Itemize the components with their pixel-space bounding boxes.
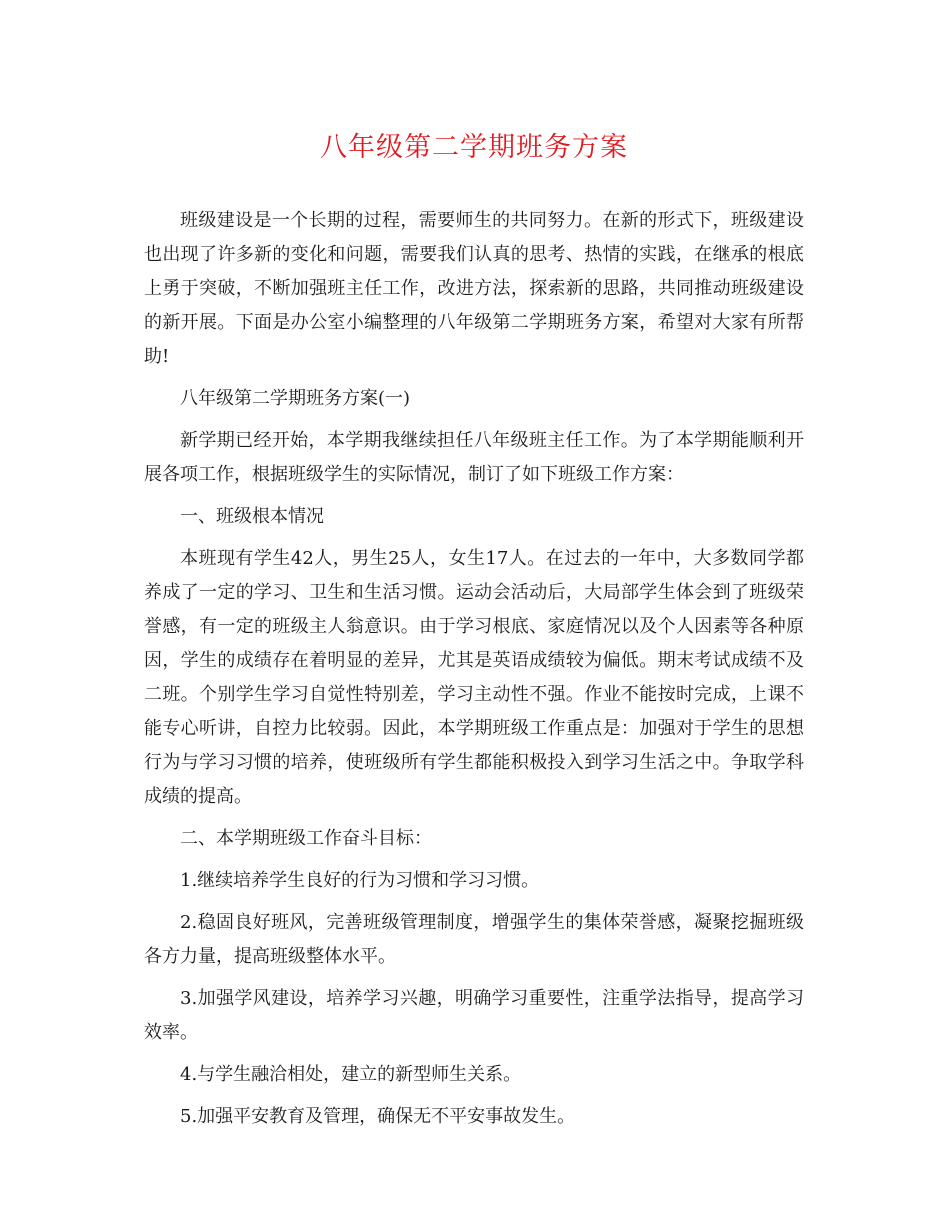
section-heading-class-situation: 一、班级根本情况 (180, 506, 324, 527)
goal-item: 3.加强学风建设，培养学习兴趣，明确学习重要性，注重学法指导，提高学习效率。 (144, 988, 804, 1043)
document-body (144, 204, 804, 1142)
section-heading-goals: 二、本学期班级工作奋斗目标： (180, 828, 432, 849)
document-title: 八年级第二学期班务方案 (320, 132, 628, 163)
opening-paragraph: 新学期已经开始，本学期我继续担任八年级班主任工作。为了本学期能顺利开展各项工作，根据班级学生的实际情况，制订了如下班级工作方案： (144, 430, 804, 485)
goal-item: 2.稳固良好班风，完善班级管理制度，增强学生的集体荣誉感，凝聚挖掘班级各方力量，提高班级整体水平。 (144, 912, 804, 967)
goal-item: 1.继续培养学生良好的行为习惯和学习习惯。 (180, 870, 540, 891)
goal-item: 5.加强平安教育及管理，确保无不平安事故发生。 (180, 1106, 576, 1127)
goal-item: 4.与学生融洽相处，建立的新型师生关系。 (180, 1064, 522, 1085)
class-situation-paragraph: 本班现有学生42人，男生25人，女生17人。在过去的一年中，大多数同学都养成了一定的学习、卫生和生活习惯。运动会活动后，大局部学生体会到了班级荣誉感，有一定的班级主人翁意识。由于学习根底、家庭情况以及个人因素等各种原因，学生的成绩存在着明显的差异，尤其是英语成绩较为偏低。期末考试成绩不及二班。个别学生学习自觉性特别差，学习主动性不强。作业不能按时完成，上课不能专心听讲，自控力比较弱。因此，本学期班级工作重点是：加强对于学生的思想行为与学习习惯的培养，使班级所有学生都能积极投入到学习生活之中。争取学科成绩的提高。 (144, 548, 804, 807)
section-heading-plan-one: 八年级第二学期班务方案(一) (180, 388, 411, 409)
intro-paragraph: 班级建设是一个长期的过程，需要师生的共同努力。在新的形式下，班级建设也出现了许多新的变化和问题，需要我们认真的思考、热情的实践，在继承的根底上勇于突破，不断加强班主任工作，改进方法，探索新的思路，共同推动班级建设的新开展。下面是办公室小编整理的八年级第二学期班务方案，希望对大家有所帮助! (144, 210, 804, 367)
